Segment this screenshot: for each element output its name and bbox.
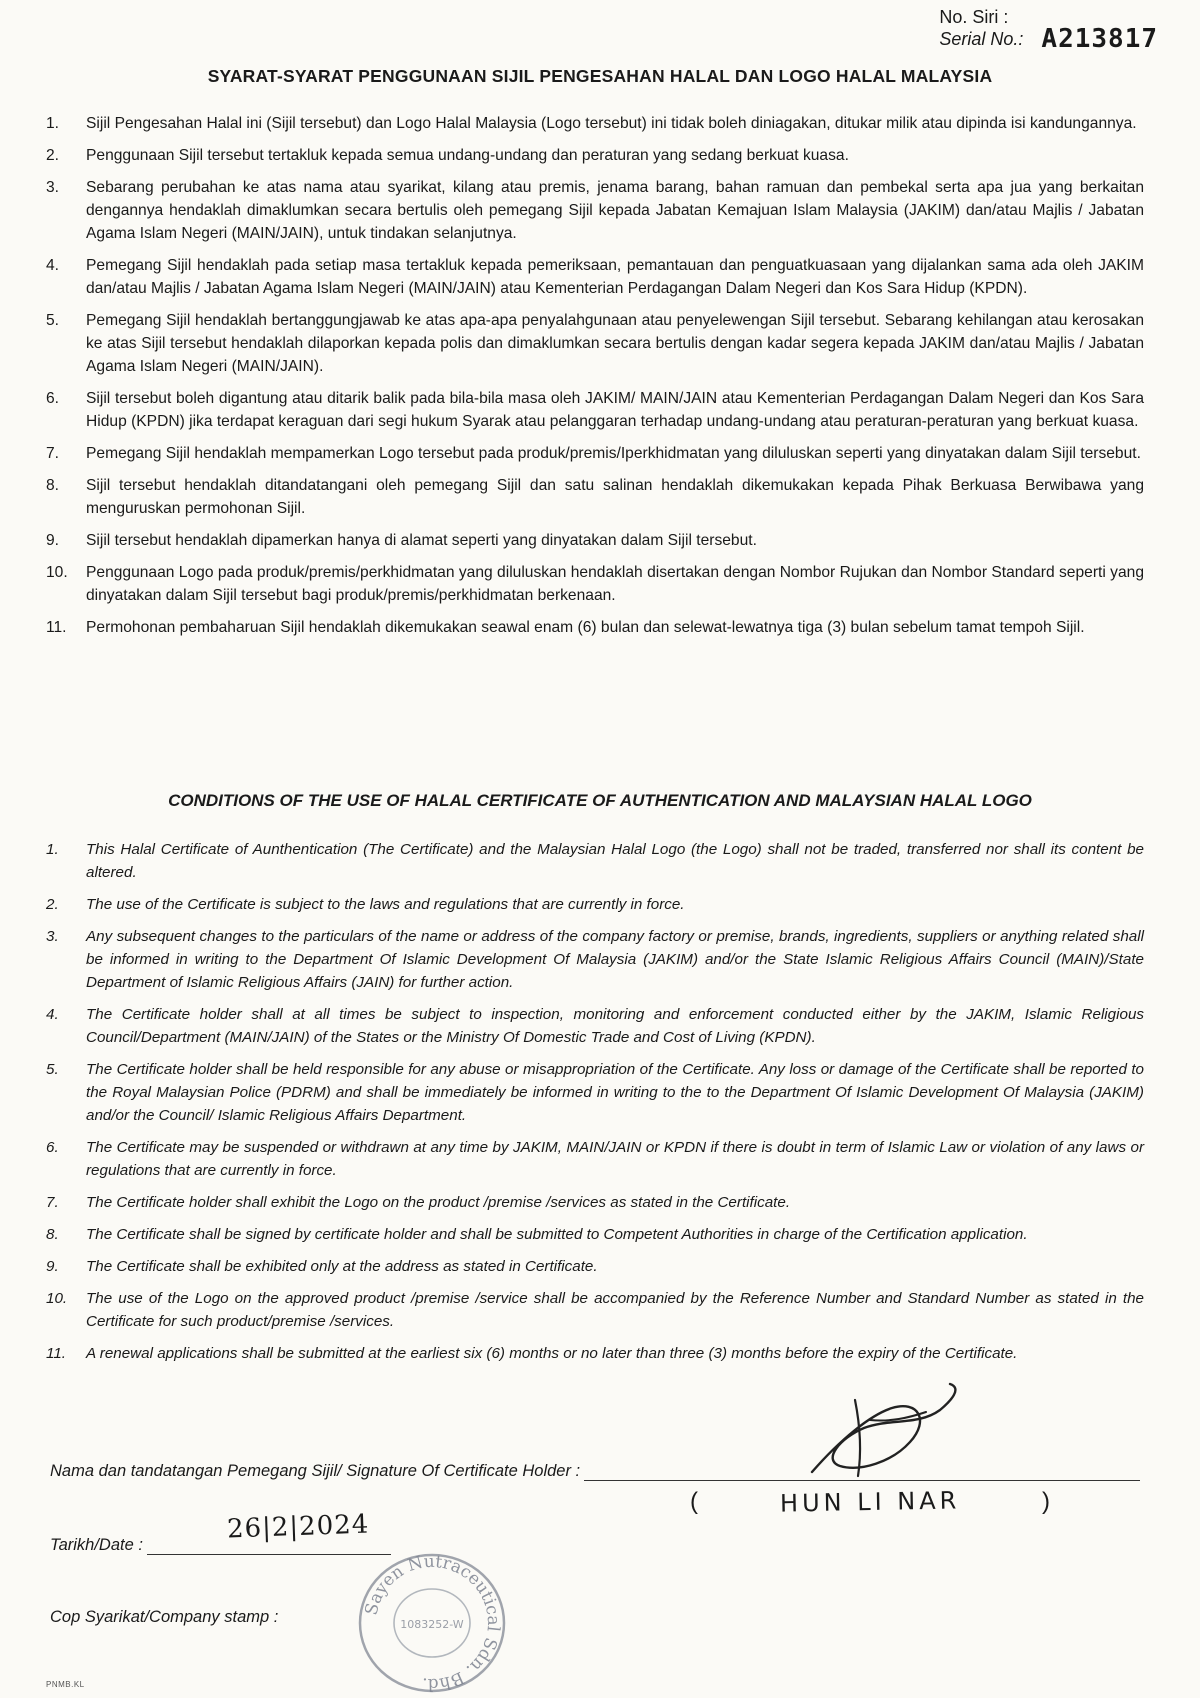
condition-text: Sijil tersebut boleh digantung atau ditarik balik pada bila-bila masa oleh JAKIM/ MAIN/JAIN atau Kementerian Perdagangan Dalam Negeri dan Kos Sara Hidup (KPDN) jika terdapat keraguan dari segi hukum Syarak atau pelanggaran terhadap undang-undang atau peraturan-peraturan yang berkuat kuasa. [86,390,1144,430]
stamp-reg-no: 1083252-W [400,1618,464,1631]
malay-conditions-list [40,112,1144,648]
condition-text: The Certificate shall be signed by certificate holder and shall be submitted to Competent Authorities in charge of the Certification application. [86,1226,1028,1243]
condition-number: 3. [46,179,60,196]
condition-item [40,387,1144,433]
condition-item [40,254,1144,300]
condition-item [40,309,1144,378]
serial-label-ms: No. Siri : [939,7,1009,27]
condition-text: Pemegang Sijil hendaklah bertanggungjawab ke atas apa-apa penyalahgunaan atau penyelewengan Sijil tersebut. Sebarang kehilangan atau kerosakan ke atas Sijil tersebut hendaklah dilaporkan kepada polis dan dimaklumkan secara bertulis dengan kadar segera kepada JAKIM dan/atau Majlis / Jabatan Agama Islam Negeri (MAIN/JAIN). [86,312,1144,375]
condition-item [40,616,1144,639]
condition-text: Sijil Pengesahan Halal ini (Sijil tersebut) dan Logo Halal Malaysia (Logo tersebut) ini tidak boleh diniagakan, ditukar milik atau dipinda isi kandungannya. [86,115,1137,132]
condition-number: 4. [46,257,60,274]
condition-item [40,1058,1144,1127]
malay-title: SYARAT-SYARAT PENGGUNAAN SIJIL PENGESAHAN HALAL DAN LOGO HALAL MALAYSIA [207,66,993,86]
condition-text: Pemegang Sijil hendaklah pada setiap masa tertakluk kepada pemeriksaan, pemantauan dan penguatkuasaan yang dijalankan sama ada oleh JAKIM dan/atau Majlis / Jabatan Agama Islam Negeri (MAIN/JAIN) atau Kementerian Perdagangan Dalam Negeri dan Kos Sara Hidup (KPDN). [86,257,1144,297]
condition-text: Permohonan pembaharuan Sijil hendaklah dikemukakan seawal enam (6) bulan dan selewat-lewatnya tiga (3) bulan sebelum tamat tempoh Sijil. [86,619,1085,636]
open-paren: ( [690,1488,698,1515]
condition-item [40,1136,1144,1182]
condition-number: 11. [46,1345,66,1362]
stamp-company-text: Sayen Nutraceutical Sdn. Bhd. [361,1551,504,1695]
date-value: 26|2|2024 [226,1509,370,1545]
condition-number: 5. [46,312,60,329]
condition-text: The Certificate holder shall at all times be subject to inspection, monitoring and enforcement conducted either by the JAKIM, Islamic Religious Council/Department (MAIN/JAIN) of the States or the Ministry Of Domestic Trade and Cost of Living (KPDN). [86,1006,1144,1046]
condition-item [40,442,1144,465]
condition-number: 6. [46,390,60,407]
condition-number: 2. [46,896,59,913]
condition-item [40,838,1144,884]
condition-item [40,1255,1144,1278]
holder-name-row [690,1488,1050,1516]
footer-code: PNMB.KL [46,1680,85,1689]
condition-number: 2. [46,147,60,164]
condition-text: A renewal applications shall be submitted at the earliest six (6) months or no later than three (3) months before the expiry of the Certificate. [86,1345,1018,1362]
condition-item [40,1342,1144,1365]
condition-item [40,176,1144,245]
serial-value: A213817 [1041,24,1158,54]
condition-text: The Certificate holder shall exhibit the Logo on the product /premise /services as stated in the Certificate. [86,1194,791,1211]
serial-number-block [939,6,1158,54]
condition-item [40,474,1144,520]
condition-text: Penggunaan Logo pada produk/premis/perkhidmatan yang diluluskan hendaklah disertakan dengan Nombor Rujukan dan Nombor Standard seperti yang dinyatakan dalam Sijil tersebut bagi produk/premis/perkhidmatan berkenaan. [86,564,1144,604]
signature-line [584,1464,1140,1481]
serial-label-en: Serial No.: [939,29,1024,49]
condition-number: 7. [46,1194,59,1211]
condition-text: The Certificate holder shall be held responsible for any abuse or misappropriation of the Certificate. Any loss or damage of the Certificate shall be reported to the Royal Malaysian Police (PDRM) and shall be immediately be informed in writing to the to the Department Of Islamic Development Of Malaysia (JAKIM) and/or the Council/ Islamic Religious Affairs Department. [86,1061,1144,1124]
date-label: Tarikh/Date : [50,1536,143,1554]
condition-item [40,561,1144,607]
signature-row [50,1462,1140,1481]
condition-number: 10. [46,564,68,581]
date-row [50,1509,391,1555]
english-conditions-list [40,838,1144,1374]
english-title: CONDITIONS OF THE USE OF HALAL CERTIFICATE OF AUTHENTICATION AND MALAYSIAN HALAL LOGO [168,791,1032,810]
condition-text: Penggunaan Sijil tersebut tertakluk kepada semua undang-undang dan peraturan yang sedang berkuat kuasa. [86,147,849,164]
condition-number: 9. [46,532,60,549]
condition-number: 1. [46,115,60,132]
company-stamp-seal [352,1548,512,1698]
stamp-label: Cop Syarikat/Company stamp : [50,1608,279,1626]
condition-text: The Certificate may be suspended or withdrawn at any time by JAKIM, MAIN/JAIN or KPDN if there is doubt in term of Islamic Law or violation of any laws or regulations that are currently in force. [86,1139,1144,1179]
condition-item [40,1223,1144,1246]
condition-text: The Certificate shall be exhibited only at the address as stated in Certificate. [86,1258,598,1275]
condition-number: 8. [46,1226,59,1243]
condition-number: 9. [46,1258,59,1275]
condition-number: 7. [46,445,60,462]
condition-text: Sebarang perubahan ke atas nama atau syarikat, kilang atau premis, jenama barang, bahan ramuan dan pembekal serta apa jua yang berkaitan dengannya hendaklah dimaklumkan secara bertulis oleh pemegang Sijil kepada Jabatan Kemajuan Islam Malaysia (JAKIM) dan/atau Majlis / Jabatan Agama Islam Negeri (MAIN/JAIN), untuk tindakan selanjutnya. [86,179,1144,242]
condition-text: Any subsequent changes to the particulars of the name or address of the company factory or premise, brands, ingredients, suppliers or anything related shall be informed in writing to the Department Of Islamic Development Of Malaysia (JAKIM) and/or the State Islamic Religious Affairs Council (MAIN)/State Department of Islamic Religious Affairs (JAIN) for further action. [86,928,1144,991]
condition-number: 10. [46,1290,68,1307]
condition-text: Pemegang Sijil hendaklah mempamerkan Logo tersebut pada produk/premis/Iperkhidmatan yang diluluskan seperti yang dinyatakan dalam Sijil tersebut. [86,445,1141,462]
condition-item [40,112,1144,135]
condition-text: This Halal Certificate of Aunthentication (The Certificate) and the Malaysian Halal Logo (the Logo) shall not be traded, transferred nor shall its content be altered. [86,841,1144,881]
condition-number: 1. [46,841,59,858]
condition-text: The use of the Certificate is subject to the laws and regulations that are currently in force. [86,896,685,913]
close-paren: ) [1041,1488,1050,1515]
condition-number: 8. [46,477,60,494]
condition-item [40,1287,1144,1333]
condition-number: 5. [46,1061,59,1078]
condition-text: The use of the Logo on the approved product /premise /service shall be accompanied by the Reference Number and Standard Number as stated in the Certificate for such product/premise /services. [86,1290,1144,1330]
condition-item [40,1003,1144,1049]
condition-item [40,144,1144,167]
condition-item [40,1191,1144,1214]
signature-label: Nama dan tandatangan Pemegang Sijil/ Signature Of Certificate Holder : [50,1462,581,1480]
condition-number: 11. [46,619,67,636]
condition-number: 6. [46,1139,59,1156]
condition-number: 4. [46,1006,59,1023]
condition-item [40,529,1144,552]
condition-text: Sijil tersebut hendaklah ditandatangani oleh pemegang Sijil dan satu salinan hendaklah dikemukakan kepada Pihak Berkuasa Berwibawa yang menguruskan permohonan Sijil. [86,477,1144,517]
serial-labels [939,6,1023,50]
condition-item [40,893,1144,916]
condition-item [40,925,1144,994]
condition-text: Sijil tersebut hendaklah dipamerkan hanya di alamat seperti yang dinyatakan dalam Sijil tersebut. [86,532,757,549]
holder-name: HUN LI NAR [779,1486,961,1518]
condition-number: 3. [46,928,59,945]
